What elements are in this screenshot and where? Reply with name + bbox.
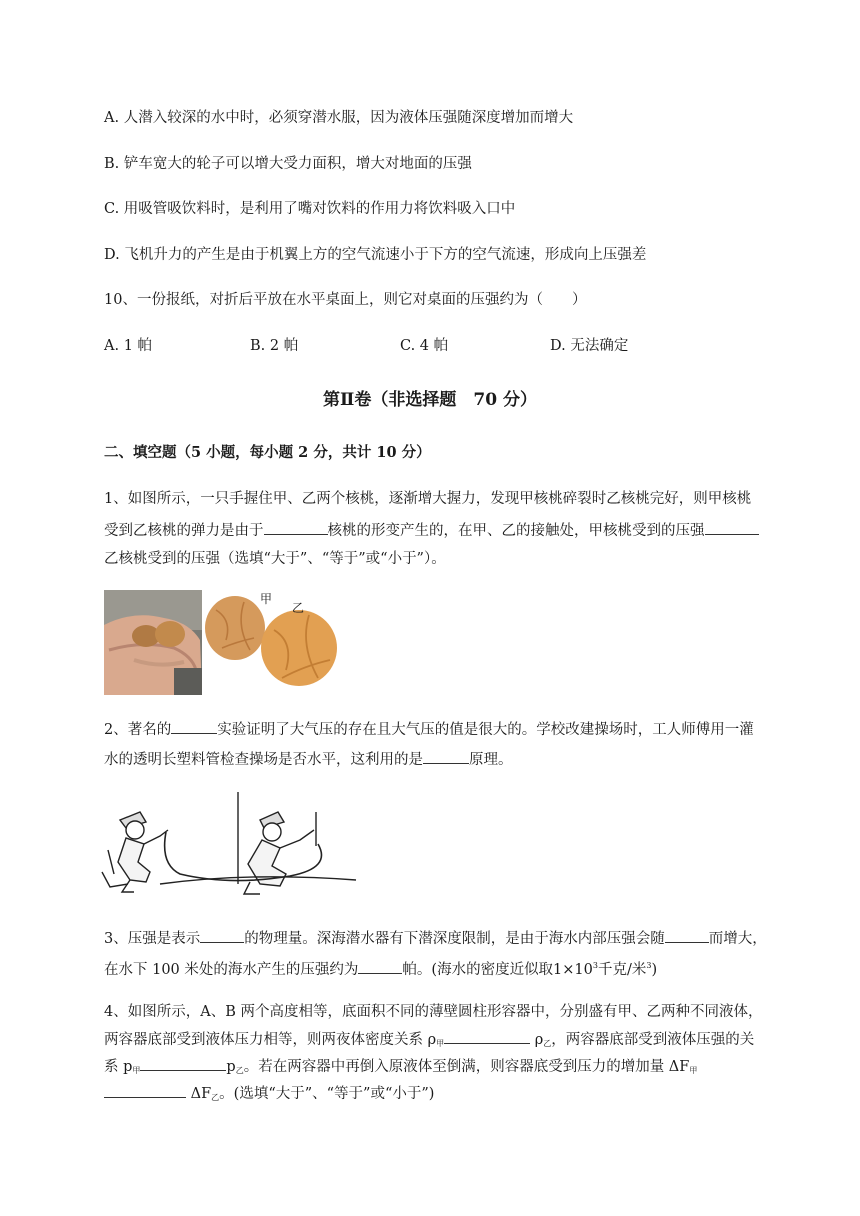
q3-blank-2[interactable] xyxy=(665,928,709,943)
section2-heading: 二、填空题（5 小题，每小题 2 分，共计 10 分） xyxy=(104,444,431,461)
q3-line2 xyxy=(104,956,657,980)
q10-stem: 10、一份报纸，对折后平放在水平桌面上，则它对桌面的压强约为（ ） xyxy=(104,292,587,308)
q1-line1: 1、如图所示，一只手握住甲、乙两个核桃，逐渐增大握力，发现甲核桃碎裂时乙核桃完好，则甲核桃 xyxy=(104,491,752,507)
q1-blank-2[interactable] xyxy=(705,520,759,535)
q3-line2-text-a: 在水下 100 米处的海水产生的压强约为 xyxy=(104,962,359,978)
q9-option-b: B. 铲车宽大的轮子可以增大受力面积，增大对地面的压强 xyxy=(104,156,472,172)
q2-line2 xyxy=(104,749,513,770)
q4-line3 xyxy=(104,1056,697,1081)
q3-line2-text-d: ) xyxy=(651,962,658,978)
q3-exponent-2: 3 xyxy=(646,961,652,970)
q1-line3: 乙核桃受到的压强（选填“大于”、“等于”或“小于”）。 xyxy=(104,551,446,567)
q3-blank-3[interactable] xyxy=(358,959,402,974)
q1-line2-text-b: 核桃的形变产生的，在甲、乙的接触处，甲核桃受到的压强 xyxy=(327,523,705,539)
q3-line1 xyxy=(104,928,767,949)
q2-line2-text-a: 水的透明长塑料管检查操场是否水平，这利用的是 xyxy=(104,752,423,768)
q4-line3-text-c: 。若在两容器中再倒入原液体至倒满，则容器底受到压力的增加量 ΔF xyxy=(243,1059,690,1075)
workers-illustration xyxy=(100,792,360,897)
q2-line2-text-b: 原理。 xyxy=(469,752,513,768)
q3-exponent: 3 xyxy=(592,961,598,970)
q4-blank-3[interactable] xyxy=(104,1083,186,1098)
q1-blank-1[interactable] xyxy=(264,520,328,535)
q10-option-c: C. 4 帕 xyxy=(400,338,449,354)
q10-option-a: A. 1 帕 xyxy=(104,338,153,354)
q2-blank-2[interactable] xyxy=(423,749,469,764)
q4-sub-yi: 乙 xyxy=(543,1039,552,1048)
q4-line4 xyxy=(104,1083,434,1108)
q4-line2-text-b: ρ xyxy=(534,1032,544,1048)
q4-blank-1[interactable] xyxy=(444,1029,530,1044)
q10-option-d: D. 无法确定 xyxy=(550,338,629,354)
q9-option-c: C. 用吸管吸饮料时，是利用了嘴对饮料的作用力将饮料吸入口中 xyxy=(104,201,516,217)
q4-line2-text-a: 两容器底部受到液体压力相等，则两夜体密度关系 ρ xyxy=(104,1032,437,1048)
q4-sub-yi-3: 乙 xyxy=(211,1093,220,1102)
walnut-figure xyxy=(104,590,338,695)
label-yi: 乙 xyxy=(292,601,305,615)
workers-drawing xyxy=(100,792,360,897)
q3-line2-text-c: 千克/米 xyxy=(597,962,647,978)
q1-line2-text-a: 受到乙核桃的弹力是由于 xyxy=(104,523,264,539)
q9-option-d: D. 飞机升力的产生是由于机翼上方的空气流速小于下方的空气流速，形成向上压强差 xyxy=(104,247,647,263)
q4-sub-yi-2: 乙 xyxy=(235,1066,244,1075)
part2-title: 第Ⅱ卷（非选择题 70 分） xyxy=(323,390,537,410)
q1-line2 xyxy=(104,520,759,541)
q4-blank-2[interactable] xyxy=(140,1056,226,1071)
q3-line1-text-c: 而增大， xyxy=(708,931,767,947)
q4-line1: 4、如图所示，A、B 两个高度相等，底面积不同的薄壁圆柱形容器中，分别盛有甲、乙两种不同液体， xyxy=(104,1004,763,1020)
q2-line1 xyxy=(104,719,754,740)
q9-option-a: A. 人潜入较深的水中时，必须穿潜水服，因为液体压强随深度增加而增大 xyxy=(104,110,574,126)
q10-option-b: B. 2 帕 xyxy=(250,338,299,354)
q3-line1-text-a: 3、压强是表示 xyxy=(104,931,201,947)
q3-blank-1[interactable] xyxy=(200,928,244,943)
q4-sub-jia-3: 甲 xyxy=(689,1066,698,1075)
q4-line2-text-c: ，两容器底部受到液体压强的关 xyxy=(551,1032,755,1048)
q4-line4-text-a: ΔF xyxy=(190,1086,212,1102)
q4-line3-text-b: p xyxy=(226,1059,236,1075)
q2-line1-text-b: 实验证明了大气压的存在且大气压的值是很大的。学校改建操场时，工人师傅用一灌 xyxy=(217,722,754,738)
q4-sub-jia: 甲 xyxy=(436,1039,445,1048)
q4-line4-text-b: 。(选填“大于”、“等于”或“小于”) xyxy=(219,1086,435,1102)
q4-line2 xyxy=(104,1029,754,1054)
q2-line1-text-a: 2、著名的 xyxy=(104,722,172,738)
q4-line3-text-a: 系 p xyxy=(104,1059,133,1075)
q3-line1-text-b: 的物理量。深海潜水器有下潜深度限制，是由于海水内部压强会随 xyxy=(244,931,665,947)
label-jia: 甲 xyxy=(260,592,273,606)
q2-blank-1[interactable] xyxy=(171,719,217,734)
q4-sub-jia-2: 甲 xyxy=(132,1066,141,1075)
q3-line2-text-b: 帕。(海水的密度近似取1×10 xyxy=(402,962,593,978)
